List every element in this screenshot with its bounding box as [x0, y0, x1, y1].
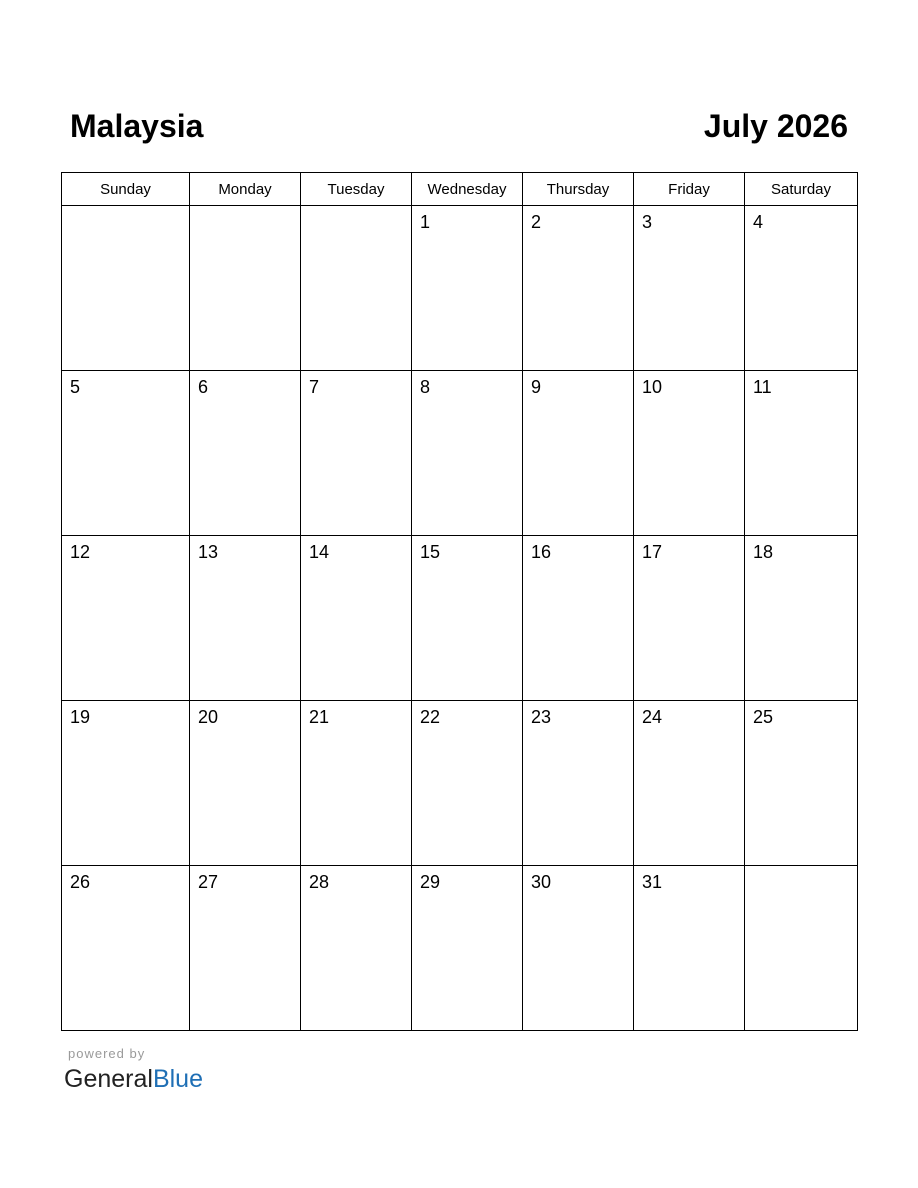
day-number: 22 [420, 707, 441, 727]
day-cell [190, 536, 301, 701]
week-row [62, 371, 858, 536]
day-number [190, 206, 300, 211]
day-cell [62, 701, 190, 866]
day-cell [301, 206, 412, 371]
day-number: 12 [70, 542, 91, 562]
day-number: 15 [420, 542, 441, 562]
day-cell [190, 371, 301, 536]
powered-by-label: powered by [68, 1046, 146, 1061]
day-cell [412, 536, 523, 701]
day-number: 8 [420, 377, 431, 397]
day-number: 3 [642, 212, 653, 232]
day-cell [301, 371, 412, 536]
country-title: Malaysia [70, 108, 204, 144]
day-number: 21 [309, 707, 330, 727]
weekday-header-row [62, 173, 858, 206]
day-number: 14 [309, 542, 330, 562]
day-cell [634, 536, 745, 701]
calendar-grid [61, 172, 858, 1031]
day-number: 10 [642, 377, 663, 397]
day-number: 30 [531, 872, 552, 892]
day-cell [412, 206, 523, 371]
day-cell [634, 371, 745, 536]
day-cell [523, 536, 634, 701]
day-cell [301, 701, 412, 866]
day-number: 5 [70, 377, 81, 397]
day-number: 27 [198, 872, 219, 892]
day-cell [523, 701, 634, 866]
day-cell [745, 866, 858, 1031]
day-cell [634, 701, 745, 866]
day-number: 26 [70, 872, 91, 892]
day-number [301, 206, 411, 211]
week-row [62, 536, 858, 701]
day-number [745, 866, 857, 871]
weekday-sunday: Sunday [62, 173, 190, 206]
footer-branding [64, 1046, 203, 1094]
day-cell [62, 371, 190, 536]
day-cell [634, 206, 745, 371]
day-cell [412, 371, 523, 536]
day-cell [301, 536, 412, 701]
day-cell [745, 371, 858, 536]
month-year-title: July 2026 [703, 108, 848, 144]
day-cell [62, 536, 190, 701]
day-number: 23 [531, 707, 552, 727]
weekday-tuesday: Tuesday [301, 173, 412, 206]
brand-general-text: General [64, 1065, 153, 1093]
day-number: 7 [309, 377, 320, 397]
week-row [62, 866, 858, 1031]
day-number: 1 [420, 212, 431, 232]
day-cell [745, 536, 858, 701]
weekday-thursday: Thursday [523, 173, 634, 206]
generalblue-logo [64, 1064, 203, 1094]
week-row [62, 206, 858, 371]
day-cell [523, 206, 634, 371]
day-number: 9 [531, 377, 542, 397]
day-cell [745, 206, 858, 371]
day-number: 4 [753, 212, 764, 232]
weekday-monday: Monday [190, 173, 301, 206]
day-number: 2 [531, 212, 542, 232]
day-cell [412, 866, 523, 1031]
day-number: 19 [70, 707, 91, 727]
day-number: 11 [753, 377, 772, 397]
day-number: 13 [198, 542, 219, 562]
day-number: 20 [198, 707, 219, 727]
day-cell [62, 866, 190, 1031]
day-cell [523, 866, 634, 1031]
day-cell [412, 701, 523, 866]
day-number: 24 [642, 707, 663, 727]
day-number: 29 [420, 872, 441, 892]
day-number: 18 [753, 542, 774, 562]
weekday-friday: Friday [634, 173, 745, 206]
day-cell [62, 206, 190, 371]
day-cell [190, 701, 301, 866]
day-number [62, 206, 189, 211]
week-row [62, 701, 858, 866]
day-number: 28 [309, 872, 330, 892]
day-cell [745, 701, 858, 866]
brand-blue-text: Blue [152, 1065, 203, 1093]
day-number: 31 [642, 872, 663, 892]
day-cell [190, 206, 301, 371]
day-cell [634, 866, 745, 1031]
calendar-header [62, 104, 848, 148]
day-number: 17 [642, 542, 663, 562]
day-cell [301, 866, 412, 1031]
day-number: 16 [531, 542, 552, 562]
day-number: 25 [753, 707, 774, 727]
weekday-wednesday: Wednesday [412, 173, 523, 206]
weekday-saturday: Saturday [745, 173, 858, 206]
day-number: 6 [198, 377, 209, 397]
day-cell [523, 371, 634, 536]
day-cell [190, 866, 301, 1031]
